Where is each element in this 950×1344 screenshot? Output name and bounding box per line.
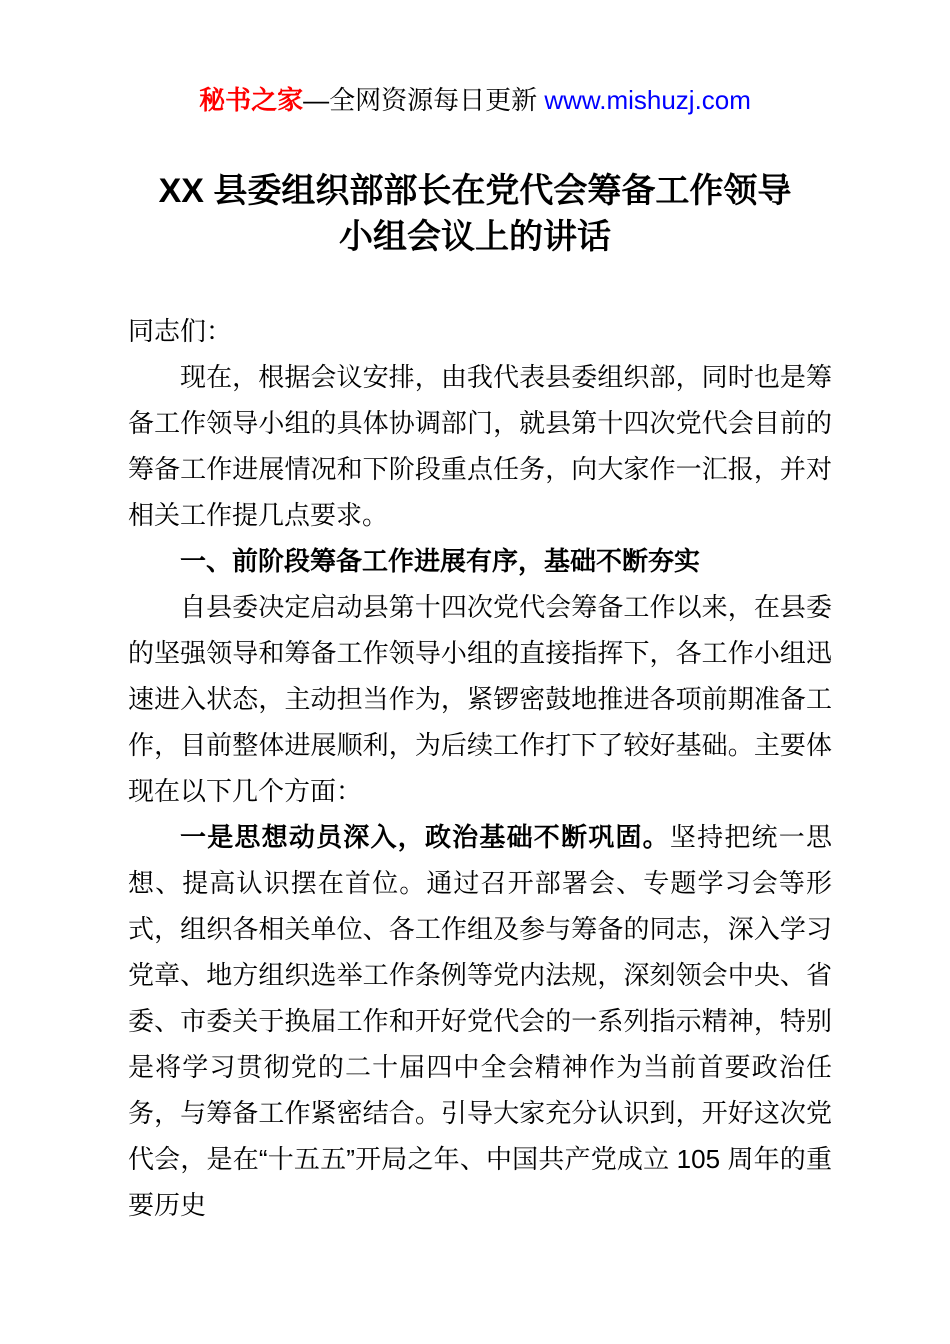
section-one-heading xyxy=(128,538,832,584)
site-url-link[interactable]: www.mishuzj.com xyxy=(544,85,751,115)
point-one-paragraph xyxy=(128,814,832,1228)
intro-paragraph xyxy=(128,354,832,538)
site-brand: 秘书之家 xyxy=(199,85,304,115)
progress-overview-paragraph xyxy=(128,584,832,814)
site-header xyxy=(0,0,950,116)
intro-paragraph-text: 现在，根据会议安排，由我代表县委组织部，同时也是筹备工作领导小组的具体协调部门，就县第十四次党代会目前的筹备工作进展情况和下阶段重点任务，向大家作一汇报，并对相关工作提几点要求。 xyxy=(128,362,832,530)
progress-overview-text: 自县委决定启动县第十四次党代会筹备工作以来，在县委的坚强领导和筹备工作领导小组的直接指挥下，各工作小组迅速进入状态，主动担当作为，紧锣密鼓地推进各项前期准备工作，目前整体进展顺利，为后续工作打下了较好基础。主要体现在以下几个方面： xyxy=(128,592,832,806)
point-one-body: 坚持把统一思想、提高认识摆在首位。通过召开部署会、专题学习会等形式，组织各相关单位、各工作组及参与筹备的同志，深入学习党章、地方组织选举工作条例等党内法规，深刻领会中央、省委、市委关于换届工作和开好党代会的一系列指示精神，特别是将学习贯彻党的二十届四中全会精神作为当前首要政治任务，与筹备工作紧密结合。引导大家充分认识到，开好这次党代会，是在“十五五”开局之年、中国共产党成立 105 周年的重要历史 xyxy=(128,822,832,1220)
document-title: XX 县委组织部部长在党代会筹备工作领导小组会议上的讲话 xyxy=(158,172,792,256)
section-one-heading-text: 一、前阶段筹备工作进展有序，基础不断夯实 xyxy=(180,546,701,576)
site-tagline: —全网资源每日更新 xyxy=(303,85,545,115)
document-body xyxy=(128,308,832,1228)
point-one-lead: 一是思想动员深入，政治基础不断巩固。 xyxy=(180,822,670,852)
salutation xyxy=(128,308,832,354)
salutation-text: 同志们： xyxy=(128,316,233,346)
